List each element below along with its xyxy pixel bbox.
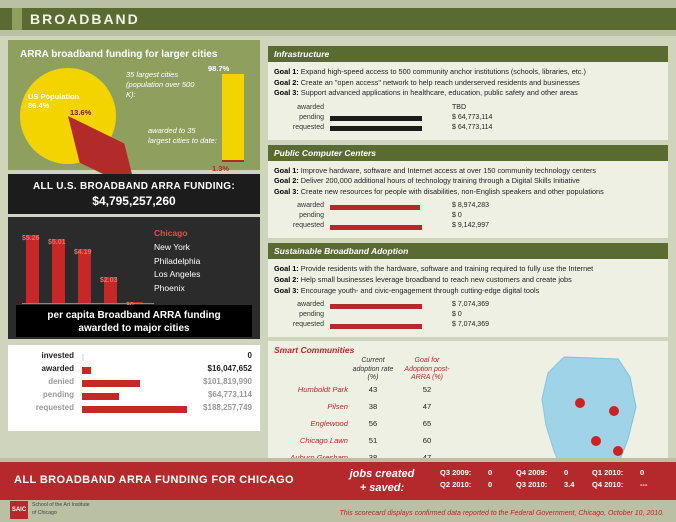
- program-goal-text: Expand high-speed access to 500 community anchor institutions (schools, libraries, etc.): [300, 67, 586, 76]
- jobs-cell: [516, 480, 592, 492]
- total-funding-amount: $4,795,257,260: [92, 194, 176, 208]
- program-goal-number: Goal 3:: [274, 186, 301, 196]
- program-goal-number: Goal 1:: [274, 67, 301, 76]
- current-adoption-rate: 51: [368, 436, 378, 446]
- community-name: Englewood: [310, 419, 348, 429]
- saic-logo-text: School of the Art Institute of Chicago: [32, 502, 90, 517]
- jobs-quarter-label: Q3 2010:: [516, 480, 548, 489]
- program-funding-value: $ 9,142,997: [452, 222, 489, 230]
- program-funding-rows: [274, 202, 662, 232]
- saic-logo: SAIC: [10, 501, 28, 519]
- page-title: BROADBAND: [30, 11, 140, 27]
- program-funding-value: TBD: [452, 103, 466, 111]
- smart-communities-header: [274, 357, 454, 383]
- program-goal-text: Improve hardware, software and Internet access at over 150 community technology centers: [300, 165, 597, 175]
- program-goal-number: Goal 2:: [274, 77, 301, 87]
- per-capita-city-name: New York: [154, 241, 190, 252]
- pie-label-us-population: US Population 86.4%: [28, 92, 80, 111]
- per-capita-city-name: Los Angeles: [154, 269, 201, 280]
- program-funding-label: pending: [299, 212, 324, 220]
- program-funding-bar: [330, 116, 422, 121]
- funding-row-bar: [82, 406, 187, 413]
- program-goal: [274, 187, 662, 198]
- funding-row-value: $101,819,990: [203, 377, 252, 386]
- program-funding-bar: [330, 205, 420, 210]
- program-goal-number: Goal 3:: [274, 285, 301, 295]
- program-section-body: [268, 62, 668, 140]
- funding-row-label: invested: [41, 351, 74, 360]
- program-goal-text: Create new resources for people with disabilities, non-English speakers and other populations: [300, 186, 604, 196]
- program-funding-row: [274, 124, 662, 134]
- right-column: [268, 46, 668, 474]
- funding-row-value: $188,257,749: [203, 403, 252, 412]
- program-section-title: Infrastructure: [268, 46, 668, 62]
- program-goal-text: Encourage youth- and civic-engagement through cutting-edge digital tools: [300, 285, 540, 295]
- program-funding-value: $ 8,974,283: [452, 202, 489, 210]
- per-capita-city-list: [154, 227, 200, 296]
- program-funding-label: pending: [299, 113, 324, 121]
- program-goal-number: Goal 2:: [274, 176, 301, 186]
- program-funding-bar: [330, 126, 422, 131]
- goal-adoption-rate: 52: [422, 385, 432, 395]
- jobs-created-label: jobs created + saved:: [349, 468, 415, 494]
- jobs-quarter-value: 0: [640, 468, 645, 477]
- program-goal: [274, 78, 662, 89]
- jobs-quarter-value: 0: [564, 468, 569, 477]
- program-section-body: [268, 161, 668, 239]
- program-funding-bar: [330, 225, 422, 230]
- per-capita-city-name: Chicago: [154, 228, 188, 238]
- total-funding-panel: [8, 174, 260, 214]
- program-goal: [274, 166, 662, 177]
- pie-note-largest-cities: 35 largest cities (population over 500 K):: [126, 70, 195, 100]
- program-funding-rows: [274, 104, 662, 134]
- bar-label-bottom: 1.3%: [212, 164, 230, 173]
- program-funding-value: $ 0: [452, 311, 462, 319]
- program-section-body: [268, 259, 668, 337]
- page-footer: [0, 458, 676, 522]
- per-capita-bar: [52, 239, 65, 303]
- program-funding-rows: [274, 301, 662, 331]
- footer-title: ALL BROADBAND ARRA FUNDING FOR CHICAGO: [14, 474, 295, 486]
- jobs-quarter-label: Q4 2010:: [592, 480, 624, 489]
- program-funding-row: [274, 311, 662, 321]
- per-capita-value-label: $4.19: [74, 249, 92, 257]
- program-goal-text: Deliver 200,000 additional hours of technology training through a Digital Skills Initiative: [300, 176, 580, 186]
- pie-label-cities-share: 13.6%: [70, 108, 92, 117]
- funding-row-bar: [82, 354, 84, 361]
- program-goal-text: Help small businesses leverage broadband to reach new customers and create jobs: [300, 275, 572, 285]
- jobs-quarter-value: ---: [640, 480, 648, 489]
- program-funding-value: $ 7,074,369: [452, 301, 489, 309]
- jobs-cell: [440, 468, 516, 480]
- goal-adoption-rate: 60: [422, 436, 432, 446]
- program-funding-label: requested: [292, 123, 324, 131]
- funding-row-value: 0: [247, 351, 252, 360]
- jobs-quarter-value: 0: [488, 480, 493, 489]
- funding-row-bar: [82, 393, 119, 400]
- jobs-quarter-value: 3.4: [564, 480, 575, 489]
- header-accent-block: [12, 8, 22, 30]
- program-goal: [274, 67, 662, 78]
- program-goal-text: Create an "open access" network to help reach underserved residents and businesses: [300, 77, 580, 87]
- funding-row-bar: [82, 367, 91, 374]
- jobs-quarter-label: Q3 2009:: [440, 468, 472, 477]
- program-goal: [274, 88, 662, 99]
- chicago-funding-breakdown: [8, 345, 260, 431]
- program-goal-number: Goal 1:: [274, 264, 301, 274]
- community-name: Chicago Lawn: [299, 436, 348, 446]
- per-capita-caption: per capita Broadband ARRA funding awarded to major cities: [47, 310, 221, 334]
- goal-adoption-rate: 47: [422, 402, 432, 412]
- smart-communities-panel: [268, 341, 668, 474]
- program-goal-text: Support advanced applications in healthcare, education, public safety and other areas: [300, 88, 578, 98]
- program-funding-row: [274, 114, 662, 124]
- program-goal-number: Goal 2:: [274, 275, 301, 285]
- program-funding-label: pending: [299, 311, 324, 319]
- smart-communities-table: [274, 357, 454, 468]
- per-capita-city-name: Phoenix: [154, 283, 185, 294]
- jobs-quarter-label: Q2 2010:: [440, 480, 472, 489]
- funding-row: [8, 351, 260, 364]
- jobs-quarter-label: Q1 2010:: [592, 468, 624, 477]
- jobs-cell: [592, 468, 668, 480]
- program-goal: [274, 275, 662, 286]
- total-funding-label: ALL U.S. BROADBAND ARRA FUNDING:: [33, 181, 235, 192]
- program-funding-row: [274, 301, 662, 311]
- community-name: Pilsen: [327, 402, 348, 412]
- program-funding-value: $ 0: [452, 212, 462, 220]
- program-funding-row: [274, 212, 662, 222]
- program-funding-row: [274, 202, 662, 212]
- column-header-current-rate: Current adoption rate (%): [352, 357, 394, 381]
- jobs-row: [440, 468, 668, 480]
- program-funding-value: $ 64,773,114: [452, 113, 493, 121]
- per-capita-value-label: $5.01: [48, 238, 66, 246]
- page-header: [0, 0, 676, 36]
- jobs-cell: [516, 468, 592, 480]
- jobs-created-table: [440, 468, 668, 492]
- pie-chart-title: ARRA broadband funding for larger cities: [20, 49, 218, 60]
- program-funding-bar: [330, 304, 422, 309]
- program-funding-label: awarded: [297, 103, 324, 111]
- awarded-note: awarded to 35 largest cities to date:: [148, 126, 217, 145]
- program-funding-bar: [330, 324, 422, 329]
- per-capita-panel: [8, 217, 260, 339]
- jobs-row: [440, 480, 668, 492]
- program-section: [268, 243, 668, 337]
- program-goal: [274, 264, 662, 275]
- program-goal: [274, 176, 662, 187]
- per-capita-value-label: $5.26: [22, 235, 40, 243]
- per-capita-bar: [26, 235, 39, 303]
- funding-row-label: denied: [48, 377, 74, 386]
- current-adoption-rate: 38: [368, 402, 378, 412]
- table-row: [274, 383, 454, 400]
- funding-row: [8, 403, 260, 416]
- program-funding-row: [274, 222, 662, 232]
- funding-row-value: $64,773,114: [207, 390, 252, 399]
- program-funding-value: $ 7,074,369: [452, 321, 489, 329]
- program-funding-row: [274, 321, 662, 331]
- program-goal-text: Provide residents with the hardware, software and training required to fully use the Internet: [300, 264, 594, 274]
- left-column: [8, 40, 260, 431]
- funding-row-label: requested: [35, 403, 74, 412]
- program-funding-row: [274, 104, 662, 114]
- table-row: [274, 417, 454, 434]
- program-section-title: Sustainable Broadband Adoption: [268, 243, 668, 259]
- per-capita-axis: [22, 303, 154, 304]
- goal-adoption-rate: 65: [422, 419, 432, 429]
- funding-row-label: awarded: [41, 364, 74, 373]
- program-funding-label: awarded: [297, 202, 324, 210]
- program-funding-label: requested: [292, 222, 324, 230]
- per-capita-value-label: $2.03: [100, 276, 118, 284]
- program-funding-value: $ 64,773,114: [452, 123, 493, 131]
- program-goal: [274, 286, 662, 297]
- jobs-cell: [592, 480, 668, 492]
- jobs-cell: [440, 480, 516, 492]
- footer-note: This scorecard displays confirmed data reported to the Federal Government, Chicago, October 10, 2010.: [339, 510, 664, 517]
- column-header-goal-rate: Goal for Adoption post-ARRA (%): [404, 357, 450, 381]
- current-adoption-rate: 56: [368, 419, 378, 429]
- smart-communities-title: Smart Communities: [274, 345, 355, 356]
- current-adoption-rate: 43: [368, 385, 378, 395]
- bar-label-top: 98.7%: [208, 64, 230, 73]
- awarded-share-bar-red: [222, 160, 244, 162]
- jobs-quarter-value: 0: [488, 468, 493, 477]
- per-capita-bar: [78, 249, 91, 303]
- program-funding-label: awarded: [297, 301, 324, 309]
- funding-row: [8, 390, 260, 403]
- table-row: [274, 400, 454, 417]
- program-funding-label: requested: [292, 321, 324, 329]
- funding-row-label: pending: [42, 390, 74, 399]
- program-section: [268, 46, 668, 140]
- funding-row: [8, 377, 260, 390]
- jobs-quarter-label: Q4 2009:: [516, 468, 548, 477]
- pie-chart-panel: [8, 40, 260, 173]
- program-goal-number: Goal 3:: [274, 88, 301, 98]
- table-row: [274, 434, 454, 451]
- per-capita-city-name: Philadelphia: [154, 255, 201, 266]
- funding-row-bar: [82, 380, 140, 387]
- program-section-title: Public Computer Centers: [268, 145, 668, 161]
- community-name: Humboldt Park: [297, 385, 348, 395]
- per-capita-bar-chart: [22, 227, 142, 317]
- awarded-share-bar: [222, 74, 244, 162]
- program-goal-number: Goal 1:: [274, 165, 301, 175]
- funding-row-value: $16,047,652: [207, 364, 252, 373]
- funding-row: [8, 364, 260, 377]
- program-section: [268, 145, 668, 239]
